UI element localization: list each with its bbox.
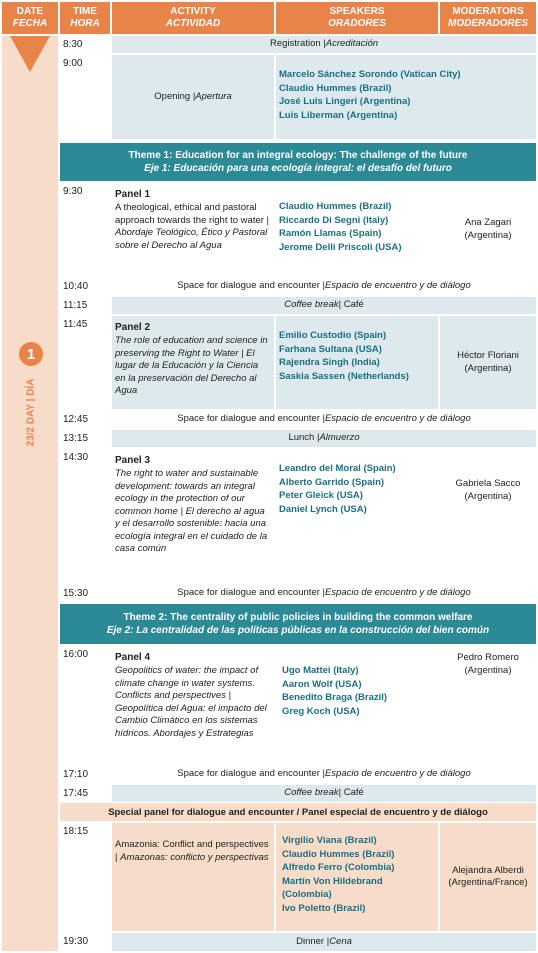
panel-1-activity bbox=[112, 183, 274, 276]
amazonia-moderator bbox=[440, 823, 536, 931]
amazonia-en: Amazonia: Conflict and perspectives | bbox=[115, 839, 269, 863]
time-1315: 13:15 bbox=[63, 433, 89, 444]
speaker: Claudio Hummes (Brazil) bbox=[279, 82, 392, 94]
lunch-es: Almuerzo bbox=[319, 432, 360, 444]
panel-2-moderator bbox=[440, 316, 536, 409]
theme-2-es: Eje 2: La centralidad de las políticas públicas en la construcción del bien común bbox=[106, 625, 490, 636]
speaker: Daniel Lynch (USA) bbox=[279, 503, 367, 515]
day-label: 23/2 DAY | DÍA bbox=[25, 378, 37, 446]
panel-3-activity bbox=[112, 449, 274, 583]
panel-4-speakers bbox=[276, 646, 438, 764]
theme-2-banner bbox=[60, 604, 536, 644]
header-activity-es: ACTIVIDAD bbox=[165, 18, 221, 29]
dinner-en: Dinner | bbox=[296, 935, 330, 947]
dialogue-row-1245 bbox=[112, 411, 536, 428]
time-1145: 11:45 bbox=[63, 319, 88, 330]
time-1745: 17:45 bbox=[63, 788, 89, 799]
dialogue-es: Espacio de encuentro y de diálogo bbox=[324, 768, 471, 780]
coffee-es: | Café bbox=[338, 299, 364, 311]
speaker: Marcelo Sánchez Sorondo (Vatican City) bbox=[279, 69, 461, 80]
header-moderators-en: MODERATORS bbox=[452, 6, 524, 17]
moderator-name: Alejandra Alberdi bbox=[452, 864, 524, 876]
moderator-country: (Argentina/France) bbox=[448, 877, 528, 888]
coffee-row-1745 bbox=[112, 785, 536, 802]
speaker: Martín Von Hildebrand bbox=[282, 875, 383, 887]
theme-1-en: Theme 1: Education for an integral ecology: The challenge of the future bbox=[128, 150, 468, 161]
time-1930: 19:30 bbox=[63, 936, 89, 947]
header-activity-en: ACTIVITY bbox=[170, 6, 216, 17]
speaker: Virgilio Viana (Brazil) bbox=[282, 835, 377, 846]
moderator-name: Ana Zagari bbox=[464, 217, 512, 228]
opening-speakers bbox=[276, 55, 536, 139]
speaker: Claudio Hummes (Brazil) bbox=[279, 201, 392, 212]
opening-es: Apertura bbox=[195, 90, 232, 102]
speaker: Riccardo Di Segni (Italy) bbox=[279, 214, 389, 226]
panel-2-title: Panel 2 bbox=[115, 322, 151, 333]
panel-4-activity bbox=[112, 646, 274, 764]
panel-1-title: Panel 1 bbox=[115, 189, 151, 200]
header-time bbox=[60, 2, 110, 34]
time-1815: 18:15 bbox=[63, 826, 89, 837]
amazonia-es: Amazonas: conflicto y perspectivas bbox=[120, 851, 269, 863]
time-1430: 14:30 bbox=[63, 452, 89, 463]
header-speakers bbox=[276, 2, 438, 34]
header-date-es: FECHA bbox=[12, 18, 48, 29]
panel-4-text: Geopolitics of water: the impact of climate change in water systems. Conflicts and perspectives | Geopolítica del Agua: el impacto del Cambio Climático en los sistemas hídricos. Abordajes y Estrategias bbox=[115, 665, 267, 739]
panel-4-title: Panel 4 bbox=[115, 652, 151, 663]
panel-2-speakers bbox=[276, 316, 438, 409]
theme-1-banner bbox=[60, 143, 536, 181]
time-1115: 11:15 bbox=[63, 300, 88, 311]
speaker: Jerome Delli Priscoli (USA) bbox=[279, 241, 402, 253]
speaker: Ramón Llamas (Spain) bbox=[279, 228, 382, 239]
time-1245: 12:45 bbox=[63, 414, 89, 425]
moderator-country: (Argentina) bbox=[464, 229, 512, 241]
moderator-country: (Argentina) bbox=[464, 362, 512, 374]
moderator-name: Héctor Floriani bbox=[457, 350, 519, 361]
dialogue-row-1530 bbox=[112, 585, 536, 602]
speaker: Ivo Poletto (Brazil) bbox=[282, 902, 366, 914]
header-date bbox=[2, 2, 58, 34]
dialogue-en: Space for dialogue and encounter | bbox=[177, 413, 325, 425]
speaker: Benedito Braga (Brazil) bbox=[282, 692, 388, 703]
header-time-en: TIME bbox=[73, 6, 97, 17]
speaker: Farhana Sultana (USA) bbox=[279, 343, 382, 355]
theme-2-en: Theme 2: The centrality of public policies in building the common welfare bbox=[123, 612, 473, 623]
time-0830: 8:30 bbox=[63, 39, 83, 50]
time-1040: 10:40 bbox=[63, 281, 89, 292]
amazonia-speakers bbox=[276, 823, 438, 931]
coffee-en: Coffee break bbox=[284, 787, 339, 799]
panel-1-es: Abordaje Teológico, Ético y Pastoral sobre el Derecho al Agua bbox=[115, 227, 268, 251]
special-panel-banner: Special panel for dialogue and encounter / Panel especial de encuentro y de diálogo bbox=[60, 803, 536, 821]
speaker: Alfredo Ferro (Colombia) bbox=[282, 862, 395, 873]
coffee-es: | Café bbox=[338, 787, 364, 799]
registration-es: Acreditación bbox=[325, 38, 379, 50]
panel-2-activity bbox=[112, 316, 274, 409]
header-activity bbox=[112, 2, 274, 34]
panel-3-moderator bbox=[440, 449, 536, 583]
speaker: Saskia Sassen (Netherlands) bbox=[279, 370, 409, 382]
date-column-lower bbox=[2, 803, 58, 951]
dialogue-es: Espacio de encuentro y de diálogo bbox=[324, 280, 471, 292]
moderator-country: (Argentina) bbox=[464, 664, 512, 676]
panel-2-text: The role of education and science in preserving the Right to Water | El lugar de la Educación y la Ciencia en la preservación del Derecho al Agua bbox=[115, 335, 268, 396]
speaker: Alberto Garrido (Spain) bbox=[279, 476, 385, 488]
time-0930: 9:30 bbox=[63, 186, 83, 197]
opening-activity bbox=[112, 55, 274, 139]
header-date-en: DATE bbox=[16, 6, 44, 17]
panel-3-title: Panel 3 bbox=[115, 455, 151, 466]
dinner-row bbox=[112, 933, 536, 951]
speaker: (Colombia) bbox=[282, 889, 332, 900]
time-1710: 17:10 bbox=[63, 769, 89, 780]
header-moderators bbox=[440, 2, 536, 34]
speaker: Rajendra Singh (India) bbox=[279, 357, 380, 368]
speaker: Luis Liberman (Argentina) bbox=[279, 109, 398, 121]
header-speakers-en: SPEAKERS bbox=[329, 6, 385, 17]
lunch-row bbox=[112, 430, 536, 447]
dialogue-row-1040 bbox=[112, 278, 536, 295]
speaker: José Luis Lingeri (Argentina) bbox=[279, 96, 411, 107]
speaker: Ugo Mattei (Italy) bbox=[282, 665, 359, 676]
header-time-es: HORA bbox=[70, 18, 100, 29]
dialogue-row-1710 bbox=[112, 766, 536, 783]
opening-en: Opening | bbox=[154, 90, 196, 102]
registration-row bbox=[112, 36, 536, 53]
panel-4-moderator bbox=[440, 646, 536, 764]
speaker: Peter Gleick (USA) bbox=[279, 490, 363, 501]
dialogue-en: Space for dialogue and encounter | bbox=[177, 280, 325, 292]
speaker: Claudio Hummes (Brazil) bbox=[282, 848, 395, 860]
dialogue-en: Space for dialogue and encounter | bbox=[177, 587, 325, 599]
coffee-row-1115 bbox=[112, 297, 536, 314]
moderator-name: Gabriela Sacco bbox=[455, 478, 521, 489]
header-speakers-es: ORADORES bbox=[328, 18, 386, 29]
time-1530: 15:30 bbox=[63, 588, 89, 599]
panel-1-moderator bbox=[440, 183, 536, 276]
dialogue-en: Space for dialogue and encounter | bbox=[177, 768, 325, 780]
speaker: Leandro del Moral (Spain) bbox=[279, 463, 396, 474]
time-1600: 16:00 bbox=[63, 649, 89, 660]
dialogue-es: Espacio de encuentro y de diálogo bbox=[324, 587, 471, 599]
panel-1-speakers bbox=[276, 183, 438, 276]
registration-en: Registration | bbox=[269, 38, 326, 50]
dialogue-es: Espacio de encuentro y de diálogo bbox=[324, 413, 471, 425]
time-0900: 9:00 bbox=[63, 58, 83, 69]
amazonia-activity bbox=[112, 823, 274, 931]
speaker: Greg Koch (USA) bbox=[282, 705, 360, 717]
panel-1-en: A theological, ethical and pastoral approach towards the right to water | bbox=[115, 202, 270, 226]
day-number-badge: 1 bbox=[19, 342, 43, 366]
speaker: Emilio Custodio (Spain) bbox=[279, 330, 387, 341]
theme-1-es: Eje 1: Educación para una ecología integral: el desafío del futuro bbox=[144, 163, 452, 174]
moderator-name: Pedro Romero bbox=[457, 652, 519, 663]
speaker: Aaron Wolf (USA) bbox=[282, 678, 362, 690]
panel-3-speakers bbox=[276, 449, 438, 583]
coffee-en: Coffee break bbox=[284, 299, 339, 311]
triangle-marker-icon bbox=[8, 36, 52, 74]
dinner-es: Cena bbox=[329, 935, 352, 947]
header-moderators-es: MODERADORES bbox=[447, 18, 528, 29]
moderator-country: (Argentina) bbox=[464, 490, 512, 502]
panel-3-text: The right to water and sustainable development: towards an integral ecology in the protection of our common home | El derecho al agua y el desarrollo sostenible: hacia una ecología integral en el cuidado de la casa común bbox=[115, 468, 268, 554]
lunch-en: Lunch | bbox=[288, 432, 320, 444]
